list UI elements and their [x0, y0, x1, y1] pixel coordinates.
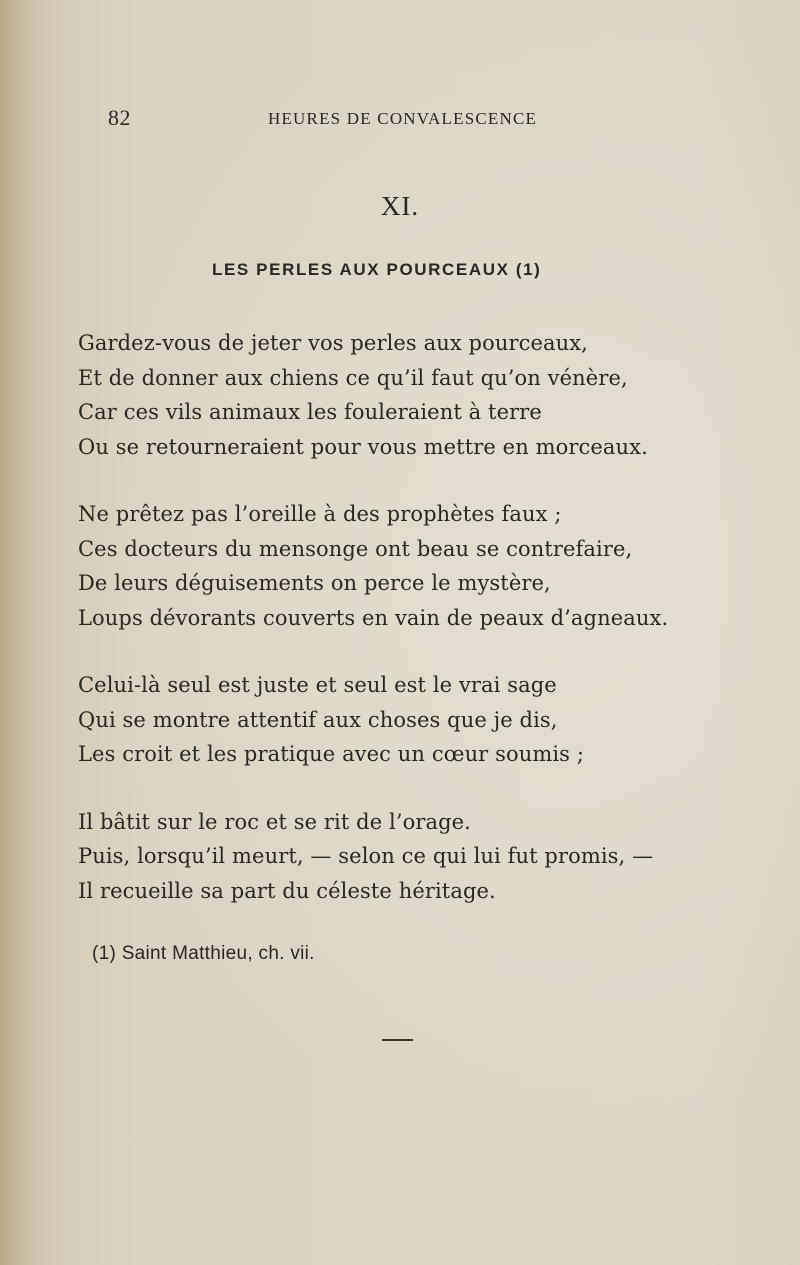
verse-line: Les croit et les pratique avec un cœur soumis ;: [78, 742, 585, 766]
end-rule: [382, 1039, 413, 1041]
chapter-number: XI.: [380, 191, 420, 221]
verse-line: Et de donner aux chiens ce qu’il faut qu’on vénère,: [78, 365, 628, 390]
verse-line: Il bâtit sur le roc et se rit de l’orage.: [78, 809, 471, 834]
stanza-2: [78, 497, 778, 635]
verse-line: Il recueille sa part du céleste héritage.: [78, 878, 496, 903]
verse-line: Ces docteurs du mensonge ont beau se contrefaire,: [78, 536, 633, 561]
chapter-title: LES PERLES AUX POURCEAUX (1): [212, 260, 542, 279]
stanza-4: [78, 805, 778, 909]
poem: [78, 326, 778, 908]
stanza-3: [78, 668, 778, 772]
running-title: HEURES DE CONVALESCENCE: [268, 109, 538, 128]
verse-line: Ne prêtez pas l’oreille à des prophètes faux ;: [78, 502, 562, 526]
footnote: (1) Saint Matthieu, ch. vii.: [92, 943, 315, 964]
running-head: [0, 105, 800, 135]
page-number: 82: [108, 105, 131, 130]
verse-line: Loups dévorants couverts en vain de peaux d’agneaux.: [78, 605, 669, 630]
verse-line: Car ces vils animaux les fouleraient à terre: [78, 400, 542, 424]
verse-line: Gardez-vous de jeter vos perles aux pourceaux,: [78, 331, 588, 355]
verse-line: Puis, lorsqu’il meurt, — selon ce qui lui fut promis, —: [78, 844, 654, 868]
verse-line: Qui se montre attentif aux choses que je dis,: [78, 707, 558, 732]
verse-line: Celui-là seul est juste et seul est le vrai sage: [78, 673, 557, 697]
verse-line: Ou se retourneraient pour vous mettre en morceaux.: [78, 434, 648, 459]
stanza-1: [78, 326, 778, 464]
verse-line: De leurs déguisements on perce le mystère,: [78, 571, 551, 595]
